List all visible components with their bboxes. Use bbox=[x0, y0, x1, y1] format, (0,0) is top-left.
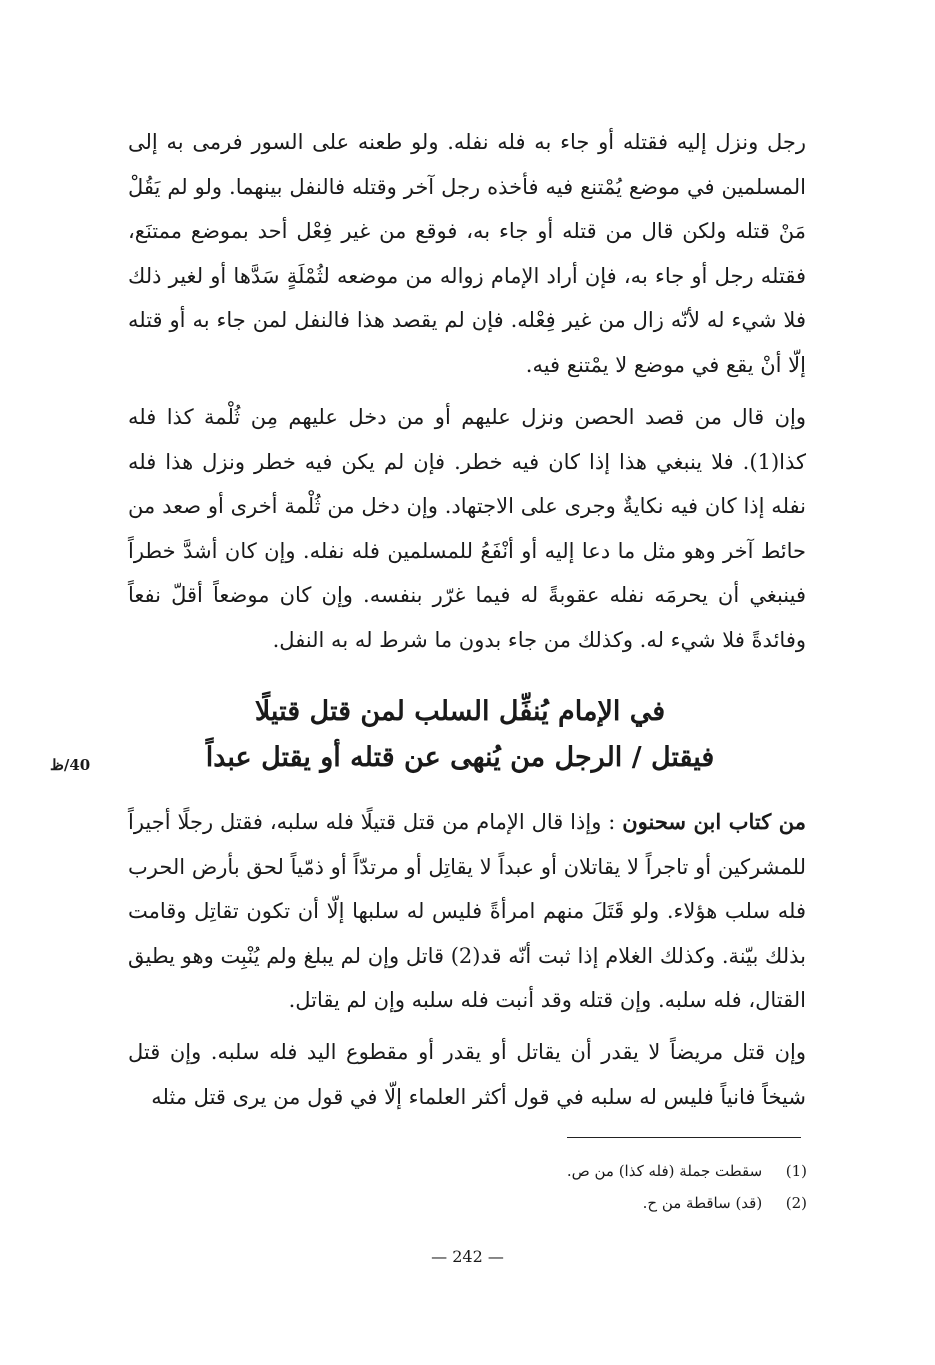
footnote-2-text: (قد) ساقطة من ح. bbox=[642, 1194, 763, 1212]
paragraph-3 bbox=[128, 800, 806, 1023]
margin-folio-note: 40/ظ bbox=[50, 756, 91, 774]
source-citation-lead: من كتاب ابن سحنون bbox=[622, 809, 806, 834]
paragraph-3-text: : وإذا قال الإمام من قتل قتيلًا فله سلبه، فقتل رجلًا أجيراً للمشركين أو تاجراً لا يقاتلان أو عبداً لا يقاتِل أو مرتدّاً أو ذمّياً لحق بأرض الحرب فله سلب هؤلاء. ولو قَتَلَ منهم امرأةً فليس له سلبها إلّا أن تكون تقاتِل وقامت بذلك بيّنة. وكذلك الغلام إذا ثبت أنّه قد(2) قاتل وإن لم يبلغ ولم يُنْبِت وهو يطيق القتال، فله سلبه. وإن قتله وقد أنبت فله سلبه وإن لم يقاتل. bbox=[128, 810, 806, 1012]
paragraph-4: وإن قتل مريضاً لا يقدر أن يقاتل أو يقدر أو مقطوع اليد فله سلبه. وإن قتل شيخاً فانياً فليس له سلبه في قول أكثر العلماء إلّا في قول من يرى قتل مثله bbox=[128, 1040, 806, 1109]
section-heading-line-1: في الإمام يُنفِّل السلب لمن قتل قتيلًا bbox=[254, 696, 666, 727]
section-heading-line-2: فيقتل / الرجل من يُنهى عن قتله أو يقتل عبداً bbox=[205, 742, 715, 773]
paragraph-2: وإن قال من قصد الحصن ونزل عليهم أو من دخل عليهم مِن ثُلْمة كذا فله كذا(1). فلا ينبغي هذا إذا كان فيه خطر. فإن لم يكن فيه خطر ونزل هذا فله نفله إذا كان فيه نكايةٌ وجرى على الاجتهاد. وإن دخل من ثُلْمة أخرى أو صعد من حائط آخر وهو مثل ما دعا إليه أو أنْفَعُ للمسلمين فله نفله. وإن كان أشدَّ خطراً فينبغي أن يحرمَه نفله عقوبةً له فيما غرّر بنفسه. وإن كان موضعاً أقلّ نفعاً وفائدةً فلا شيء له. وكذلك من جاء بدون ما شرط له به النفل. bbox=[128, 405, 806, 652]
paragraph-1: رجل ونزل إليه فقتله أو جاء به فله نفله. ولو طعنه على السور فرمى به إلى المسلمين في موضع يُمْتنع فيه فأخذه رجل آخر وقتله فالنفل بينهما. ولو لم يَقُلْ مَنْ قتله ولكن قال من قتله أو جاء به، فوقع من غير فِعْل أحد بموضع ممتنَع، فقتله رجل أو جاء به، فإن أراد الإمام زواله من موضعه لثُمْلَةٍ سَدَّها أو لغير ذلك فلا شيء له لأنّه زال من غير فِعْله. فإن لم يقصد هذا فالنفل لمن جاء به أو قتله إلّا أنْ يقع في موضع لا يمْتنع فيه. bbox=[128, 130, 806, 377]
footnote-2 bbox=[207, 1192, 807, 1214]
footnote-1-number: (1) bbox=[785, 1162, 807, 1180]
footnote-2-number: (2) bbox=[785, 1194, 807, 1212]
page-number: — 242 — bbox=[431, 1247, 504, 1266]
footnote-1-text: سقطت جملة (فله كذا) من ص. bbox=[566, 1162, 763, 1180]
footnote-1 bbox=[207, 1160, 807, 1182]
footnote-separator bbox=[567, 1137, 801, 1138]
